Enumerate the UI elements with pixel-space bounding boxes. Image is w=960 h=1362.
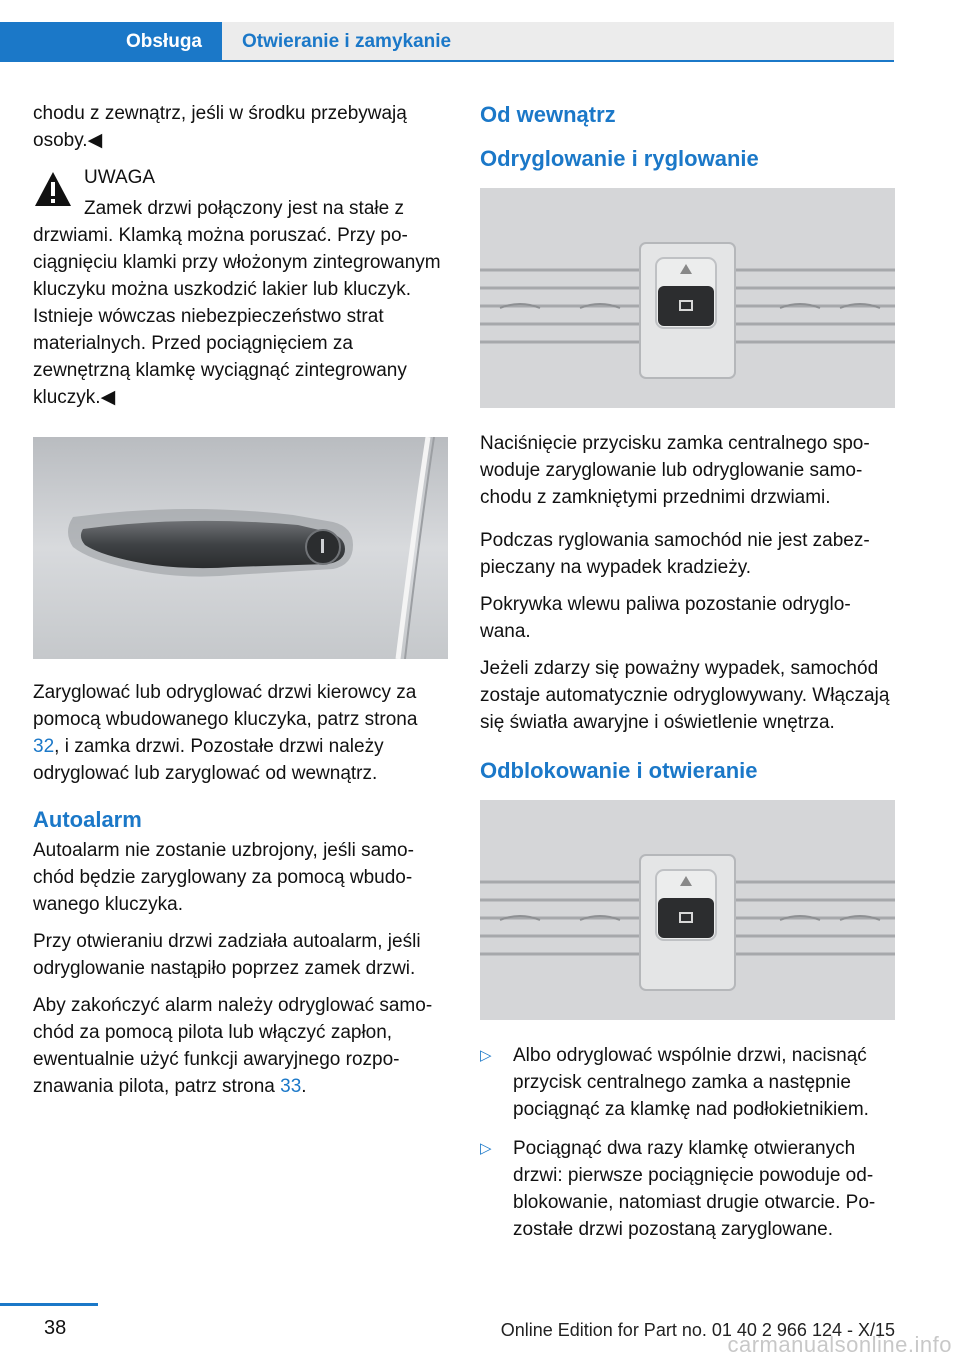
right-column [480,100,895,1255]
page-header [0,22,960,62]
vent-button-illustration-2 [480,800,895,1020]
warning-icon [33,170,73,210]
subsection-tab[interactable]: Otwieranie i zamykanie [222,22,894,62]
triangle-bullet-icon: ▷ [480,1140,492,1157]
alarm-paragraph-1: Autoalarm nie zostanie uzbrojony, jeśli samochód będzie zaryglowany za pomocą wbudowanego kluczyka. [33,840,414,915]
central-lock-paragraph-2: Podczas ryglowania samochód nie jest zabezpieczany na wypadek kradzieży. [480,530,870,578]
left-column [33,100,448,1110]
central-lock-paragraph-4: Jeżeli zdarzy się poważny wypadek, samochód zostaje automatycznie odryglowywany. Włączają się światła awaryjne i oświetlenie wnętrza. [480,658,890,733]
door-handle-illustration [33,437,448,659]
edition-text: Online Edition for Part no. 01 40 2 966 124 - X/15 [500,1320,895,1340]
steps-list [480,1042,895,1243]
vent-button-illustration [480,188,895,408]
section-tab[interactable]: Obsługa [0,22,222,62]
central-lock-paragraph-1: Naciśnięcie przycisku zamka centralnego spowoduje zaryglowanie lub odryglowanie samochodu z zamkniętymi przednimi drzwiami. [480,433,870,508]
intro-paragraph: chodu z zewnątrz, jeśli w środku przebywają osoby.◀ [33,103,407,151]
door-handle-figure [33,437,448,659]
driver-door-paragraph: Zaryglować lub odryglować drzwi kierowcy za pomocą wbudowanego kluczyka, patrz strona 32, i zamka drzwi. Pozostałe drzwi należy odryglować lub zaryglować od wewnątrz. [33,682,418,784]
footer-accent-line [0,1303,98,1306]
triangle-bullet-icon: ▷ [480,1047,492,1064]
header-underline [222,60,894,62]
page-link-32[interactable]: 32 [33,736,55,757]
warning-text: drzwiami. Klamką można poruszać. Przy pociągnięciu klamki przy włożonym zintegrowanym kluczyku można uszkodzić lakier lub kluczyk. Istnieje wówczas niebezpieczeństwo strat materialnych. Przed pociągnięciem za zewnętrzną klamkę wyciągnąć zintegrowany kluczyk.◀ [33,225,441,408]
section-heading-inside: Od wewnątrz [480,102,616,127]
alarm-heading: Autoalarm [33,807,142,832]
central-lock-button-figure-2 [480,800,895,1020]
warning-block [33,164,448,222]
page-link-33[interactable]: 33 [280,1076,302,1097]
unlock-lock-heading: Odryglowanie i ryglowanie [480,146,759,171]
page-number: 38 [44,1317,67,1339]
central-lock-paragraph-3: Pokrywka wlewu paliwa pozostanie odryglowana. [480,594,851,642]
list-item: ▷ Pociągnąć dwa razy klamkę otwieranych drzwi: pierwsze pociągnięcie powoduje odblokowanie, natomiast drugie otwarcie. Pozostałe drzwi pozostaną zaryglowane. [480,1135,895,1243]
watermark: carmanualsonline.info [727,1332,952,1357]
list-item: ▷ Albo odryglować wspólnie drzwi, nacisnąć przycisk centralnego zamka a następnie pociągnąć za klamkę nad podłokietnikiem. [480,1042,895,1123]
warning-title: UWAGA [84,167,156,188]
warning-text-first-line: Zamek drzwi połączony jest na stałe z [84,198,404,219]
alarm-paragraph-3: Aby zakończyć alarm należy odryglować samochód za pomocą pilota lub włączyć zapłon, ewentualnie użyć funkcji awaryjnego rozpoznawania pilota, patrz strona 33. [33,995,433,1097]
unblock-open-heading: Odblokowanie i otwieranie [480,758,758,783]
central-lock-button-figure-1 [480,188,895,408]
alarm-paragraph-2: Przy otwieraniu drzwi zadziała autoalarm, jeśli odryglowanie nastąpiło poprzez zamek drzwi. [33,931,421,979]
